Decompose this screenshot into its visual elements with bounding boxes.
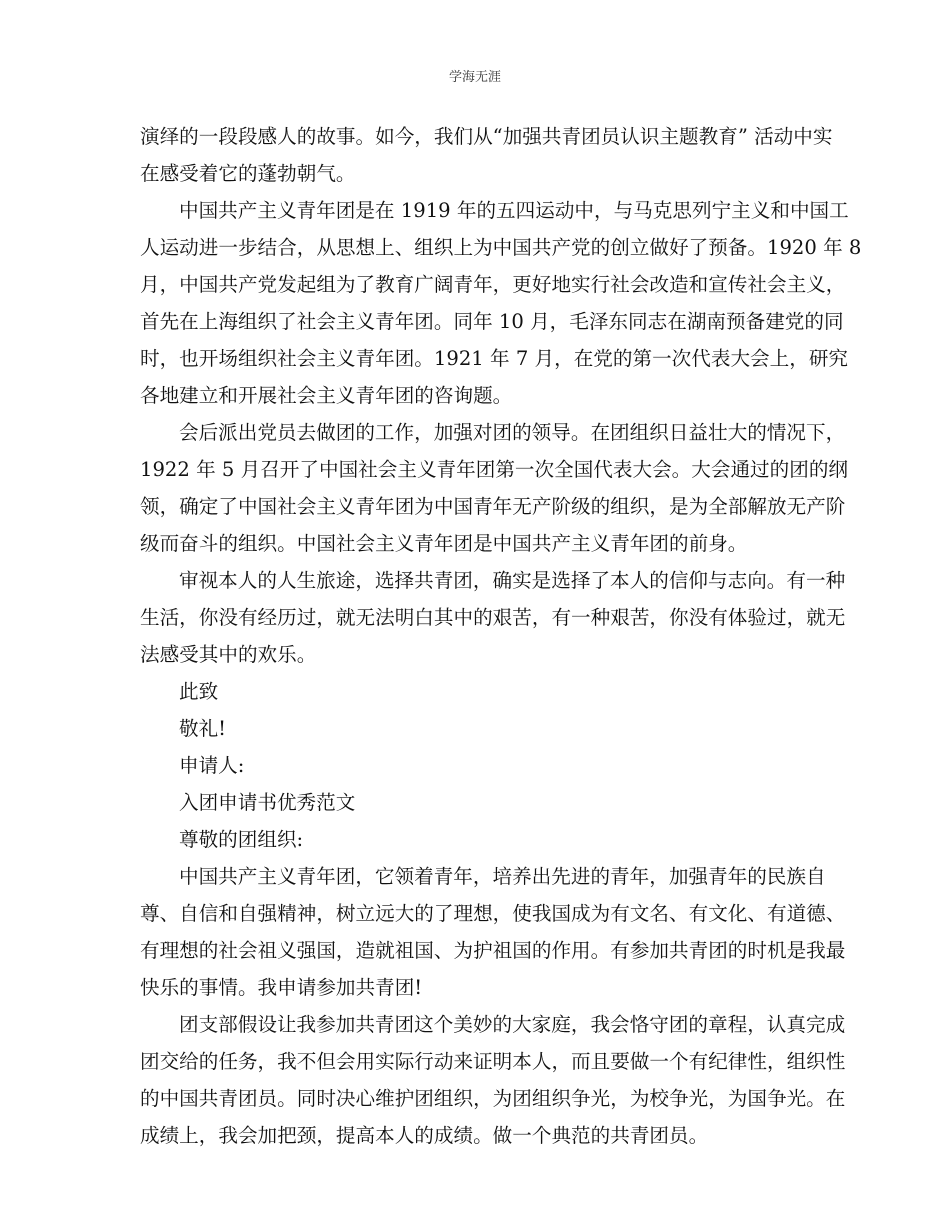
paragraph-start-line: 中国共产主义青年团，它领着青年，培养出先进的青年，加强青年的民族自 xyxy=(179,865,826,888)
text-line: 在感受着它的蓬勃朝气。 xyxy=(140,162,356,185)
text-line: 成绩上，我会加把颈，提高本人的成绩。做一个典范的共青团员。 xyxy=(140,1124,709,1147)
closing-salutation: 此致 xyxy=(179,680,219,703)
text-line: 团交给的任务，我不但会用实际行动来证明本人，而且要做一个有纪律性，组织性 xyxy=(140,1050,846,1073)
document-body xyxy=(140,118,862,1154)
paragraph-start-line: 中国共产主义青年团是在 1919 年的五四运动中，与马克思列宁主义和中国工 xyxy=(179,199,849,222)
text-line: 尊、自信和自强精神，树立远大的了理想，使我国成为有文名、有文化、有道德、 xyxy=(140,902,846,925)
text-line: 首先在上海组织了社会主义青年团。同年 10 月，毛泽东同志在湖南预备建党的同 xyxy=(140,310,844,333)
paragraph-start-line: 团支部假设让我参加共青团这个美妙的大家庭，我会恪守团的章程，认真完成 xyxy=(179,1013,846,1036)
page-header: 学海无涯 xyxy=(448,70,501,85)
text-line: 级而奋斗的组织。中国社会主义青年团是中国共产主义青年团的前身。 xyxy=(140,532,748,555)
text-line: 各地建立和开展社会主义青年团的咨询题。 xyxy=(140,384,513,407)
text-line: 快乐的事情。我申请参加共青团! xyxy=(140,976,423,999)
text-line: 1922 年 5 月召开了中国社会主义青年团第一次全国代表大会。大会通过的团的纲 xyxy=(140,458,849,481)
text-line: 有理想的社会祖义强国，造就祖国、为护祖国的作用。有参加共青团的时机是我最 xyxy=(140,939,846,962)
text-line: 法感受其中的欢乐。 xyxy=(140,643,317,666)
paragraph-start-line: 会后派出党员去做团的工作，加强对团的领导。在团组织日益壮大的情况下， xyxy=(179,421,846,444)
paragraph-start-line: 审视本人的人生旅途，选择共青团，确实是选择了本人的信仰与志向。有一种 xyxy=(179,569,846,592)
text-line: 生活，你没有经历过，就无法明白其中的艰苦，有一种艰苦，你没有体验过，就无 xyxy=(140,606,846,629)
text-line: 月，中国共产党发起组为了教育广阔青年，更好地实行社会改造和宣传社会主义， xyxy=(140,273,846,296)
section-title: 入团申请书优秀范文 xyxy=(179,791,356,814)
closing-regards: 敬礼! xyxy=(179,717,227,740)
text-line: 人运动进一步结合，从思想上、组织上为中国共产党的创立做好了预备。1920 年 8 xyxy=(140,236,862,259)
applicant-label: 申请人: xyxy=(179,754,245,777)
greeting: 尊敬的团组织: xyxy=(179,828,304,851)
text-line: 演绎的一段段感人的故事。如今，我们从“加强共青团员认识主题教育” 活动中实 xyxy=(140,125,833,148)
text-line: 的中国共青团员。同时决心维护团组织，为团组织争光，为校争光，为国争光。在 xyxy=(140,1087,846,1110)
text-line: 时，也开场组织社会主义青年团。1921 年 7 月，在党的第一次代表大会上，研究 xyxy=(140,347,849,370)
text-line: 领，确定了中国社会主义青年团为中国青年无产阶级的组织，是为全部解放无产阶 xyxy=(140,495,846,518)
